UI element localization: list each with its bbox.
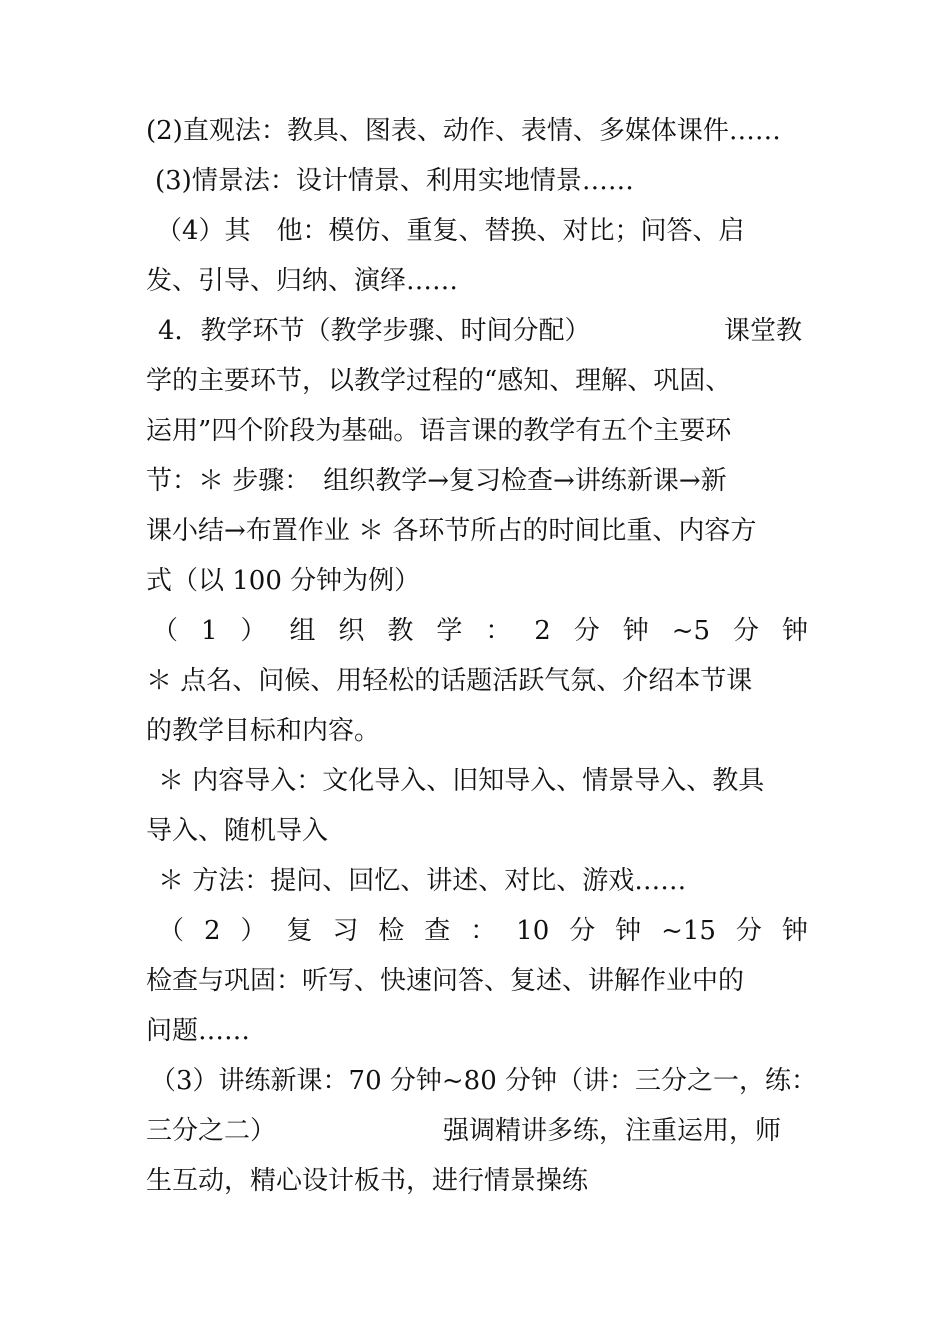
char: 分	[573, 616, 600, 646]
char: ）	[240, 616, 267, 646]
char: 教	[387, 616, 414, 646]
char: 10	[516, 916, 550, 946]
text-line-other-methods-cont: 发、引导、归纳、演绎……	[146, 266, 459, 296]
char: 钟	[781, 916, 808, 946]
text-line-two-thirds	[146, 1111, 810, 1151]
char: 2	[534, 616, 551, 646]
char: 查	[424, 916, 451, 946]
char: ：	[470, 916, 497, 946]
char: 复	[286, 916, 313, 946]
text-line-methods: ＊ 方法：提问、回忆、讲述、对比、游戏……	[158, 866, 687, 896]
char: 检	[378, 916, 405, 946]
text-line-organize-teaching	[152, 611, 808, 651]
text-line-problems: 问题……	[146, 1016, 251, 1046]
text-line-teaching-steps-heading	[158, 311, 822, 351]
text-line-interaction: 生互动，精心设计板书，进行情景操练	[146, 1166, 589, 1196]
char: 钟	[622, 616, 649, 646]
char: ~5	[671, 616, 711, 646]
text-line-main-steps: 学的主要环节，以教学过程的“感知、理解、巩固、	[146, 366, 732, 396]
char: 1	[200, 616, 218, 646]
char: 钟	[615, 916, 642, 946]
text-line-new-lesson: （3）讲练新课：70 分钟~80 分钟（讲：三分之一，练：	[150, 1066, 818, 1096]
text-line-example-basis: 式（以 100 分钟为例）	[146, 566, 421, 596]
text-line-roll-call: ＊ 点名、问候、用轻松的话题活跃气氛、介绍本节课	[146, 666, 753, 696]
char: 组	[289, 616, 316, 646]
text-line-objectives: 的教学目标和内容。	[146, 716, 381, 746]
text-line-check-consolidate: 检查与巩固：听写、快速问答、复述、讲解作业中的	[146, 966, 745, 996]
char: ~15	[661, 916, 716, 946]
char: ）	[240, 916, 267, 946]
char: 分	[733, 616, 760, 646]
text-line-review-check	[158, 911, 808, 951]
char: ：	[485, 616, 512, 646]
char: 分	[569, 916, 596, 946]
text-line-other-methods: （4）其 他：模仿、重复、替换、对比；问答、启	[156, 216, 745, 246]
char: 学	[436, 616, 463, 646]
char: 2	[203, 916, 221, 946]
char: 习	[332, 916, 359, 946]
text-line-content-intro: ＊ 内容导入：文化导入、旧知导入、情景导入、教具	[158, 766, 765, 796]
char: （	[152, 616, 179, 646]
text-line-situation-method: (3)情景法：设计情景、利用实地情景……	[155, 166, 634, 196]
practice-emphasis-text: 强调精讲多练，注重运用，师	[443, 1116, 782, 1146]
text-line-content-intro-cont: 导入、随机导入	[146, 816, 329, 846]
char: 分	[735, 916, 762, 946]
two-thirds-text: 三分之二）	[146, 1116, 277, 1146]
text-line-steps-flow-cont: 课小结→布置作业 ＊ 各环节所占的时间比重、内容方	[146, 516, 757, 546]
char: 织	[338, 616, 365, 646]
text-line-four-stages: 运用”四个阶段为基础。语言课的教学有五个主要环	[146, 416, 732, 446]
char: 钟	[781, 616, 808, 646]
text-line-intuitive-method: (2)直观法：教具、图表、动作、表情、多媒体课件……	[146, 116, 781, 146]
char: （	[158, 916, 185, 946]
teaching-steps-heading: 4．教学环节（教学步骤、时间分配）	[158, 316, 591, 346]
text-line-steps-flow: 节：＊ 步骤： 组织教学→复习检查→讲练新课→新	[146, 466, 727, 496]
classroom-teaching-text: 课堂教	[724, 316, 803, 346]
